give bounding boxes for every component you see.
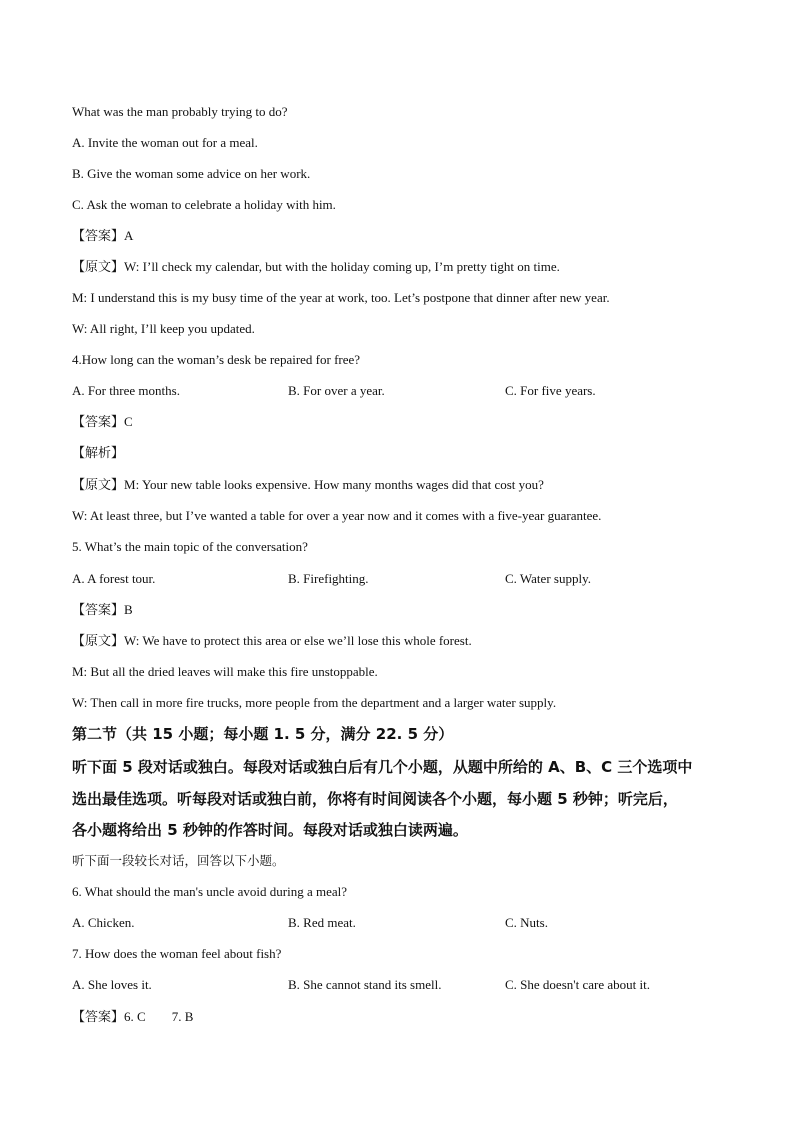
q5-transcript-line-1 [72,632,472,651]
answer-value: B [124,602,133,617]
section-instruction-line-3: 各小题将给出 5 秒钟的作答时间。每段对话或独白读两遍。 [72,821,468,839]
q6-option-c: C. Nuts. [505,915,548,930]
section-heading: 第二节（共 15 小题；每小题 1. 5 分，满分 22. 5 分） [72,725,454,743]
q3-option-a: A. Invite the woman out for a meal. [72,135,258,150]
answer-tag: 【答案】 [72,415,125,430]
answer-tag: 【答案】 [72,603,125,618]
q3-transcript-line-1 [72,258,560,277]
q3-option-c: C. Ask the woman to celebrate a holiday with him. [72,197,336,212]
answer-7: 7. B [171,1009,194,1024]
section-instruction-line-2: 选出最佳选项。听每段对话或独白前，你将有时间阅读各个小题，每小题 5 秒钟；听完后， [72,790,678,808]
transcript-tag: 【原文】 [72,634,125,649]
answer-tag: 【答案】 [72,1010,125,1025]
q4-question: 4.How long can the woman’s desk be repaired for free? [72,352,361,367]
sub-instruction: 听下面一段较长对话，回答以下小题。 [72,853,285,868]
q5-option-c: C. Water supply. [505,571,591,586]
q6-option-b: B. Red meat. [288,915,356,930]
answer-6: 6. C [124,1009,146,1024]
q3-option-b: B. Give the woman some advice on her work. [72,166,311,181]
q5-answer [72,601,133,620]
q5-option-a: A. A forest tour. [72,571,156,586]
answer-value: C [124,414,133,429]
q4-option-b: B. For over a year. [288,383,385,398]
q7-question: 7. How does the woman feel about fish? [72,946,282,961]
q67-answer [72,1008,193,1027]
q4-answer [72,413,133,432]
q3-answer [72,227,133,246]
q4-option-a: A. For three months. [72,383,180,398]
transcript-text: M: Your new table looks expensive. How many months wages did that cost you? [124,477,544,492]
q5-option-b: B. Firefighting. [288,571,369,586]
transcript-text: W: We have to protect this area or else we’ll lose this whole forest. [124,633,472,648]
section-instruction-line-1: 听下面 5 段对话或独白。每段对话或独白后有几个小题，从题中所给的 A、B、C 三个选项中 [72,758,693,776]
q4-transcript-line-1 [72,476,544,495]
q5-question: 5. What’s the main topic of the conversation? [72,539,308,554]
q3-transcript-line-3: W: All right, I’ll keep you updated. [72,321,255,336]
transcript-tag: 【原文】 [72,478,125,493]
q4-analysis-tag: 【解析】 [72,446,125,461]
transcript-tag: 【原文】 [72,260,125,275]
q4-option-c: C. For five years. [505,383,596,398]
q6-option-a: A. Chicken. [72,915,135,930]
q5-transcript-line-2: M: But all the dried leaves will make this fire unstoppable. [72,664,378,679]
answer-tag: 【答案】 [72,229,125,244]
q3-transcript-line-2: M: I understand this is my busy time of the year at work, too. Let’s postpone that dinner after new year. [72,290,610,305]
q3-question: What was the man probably trying to do? [72,104,288,119]
answer-value: A [124,228,134,243]
q4-transcript-line-2: W: At least three, but I’ve wanted a table for over a year now and it comes with a five-year guarantee. [72,508,602,523]
q7-option-c: C. She doesn't care about it. [505,977,650,992]
q7-option-a: A. She loves it. [72,977,152,992]
transcript-text: W: I’ll check my calendar, but with the holiday coming up, I’m pretty tight on time. [124,259,560,274]
q6-question: 6. What should the man's uncle avoid during a meal? [72,884,348,899]
q5-transcript-line-3: W: Then call in more fire trucks, more people from the department and a larger water supply. [72,695,557,710]
q7-option-b: B. She cannot stand its smell. [288,977,442,992]
